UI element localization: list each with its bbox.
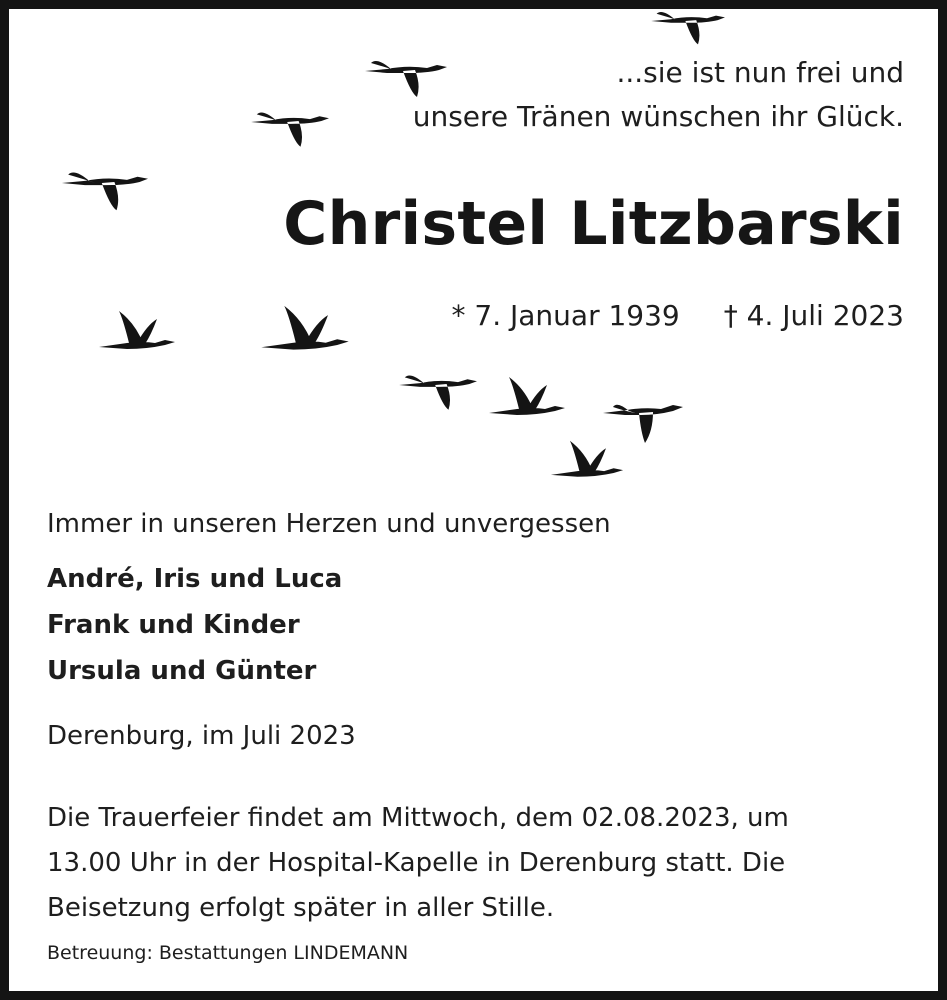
epitaph-quote xyxy=(413,51,904,139)
crane-icon xyxy=(551,441,623,477)
crane-icon xyxy=(603,405,683,443)
ceremony-details xyxy=(47,796,789,931)
quote-line: unsere Tränen wünschen ihr Glück. xyxy=(412,100,904,133)
place-and-date: Derenburg, im Juli 2023 xyxy=(47,721,356,751)
birth-date: * 7. Januar 1939 xyxy=(451,299,680,332)
crane-icon xyxy=(261,306,348,350)
crane-icon xyxy=(99,311,175,349)
ceremony-line: Die Trauerfeier findet am Mittwoch, dem 02.08.2023, um xyxy=(47,803,789,833)
ceremony-line: Beisetzung erfolgt später in aller Stille. xyxy=(47,893,555,923)
ceremony-line: 13.00 Uhr in der Hospital-Kapelle in Derenburg statt. Die xyxy=(47,848,786,878)
quote-line: ...sie ist nun frei und xyxy=(616,56,904,89)
undertaker-credit: Betreuung: Bestattungen LINDEMANN xyxy=(47,942,409,964)
deceased-name: Christel Litzbarski xyxy=(283,189,904,259)
life-dates xyxy=(451,299,904,332)
crane-icon xyxy=(651,12,725,44)
death-date: † 4. Juli 2023 xyxy=(723,299,904,332)
mourner-entry: Ursula und Günter xyxy=(47,656,317,686)
mourning-line: Immer in unseren Herzen und unvergessen xyxy=(47,509,611,539)
crane-icon xyxy=(399,376,477,410)
crane-icon xyxy=(251,113,329,147)
crane-icon xyxy=(489,377,565,415)
mourner-entry: André, Iris und Luca xyxy=(47,564,343,594)
mourners-list xyxy=(47,556,342,694)
crane-icon xyxy=(62,173,148,211)
mourner-entry: Frank und Kinder xyxy=(47,610,300,640)
